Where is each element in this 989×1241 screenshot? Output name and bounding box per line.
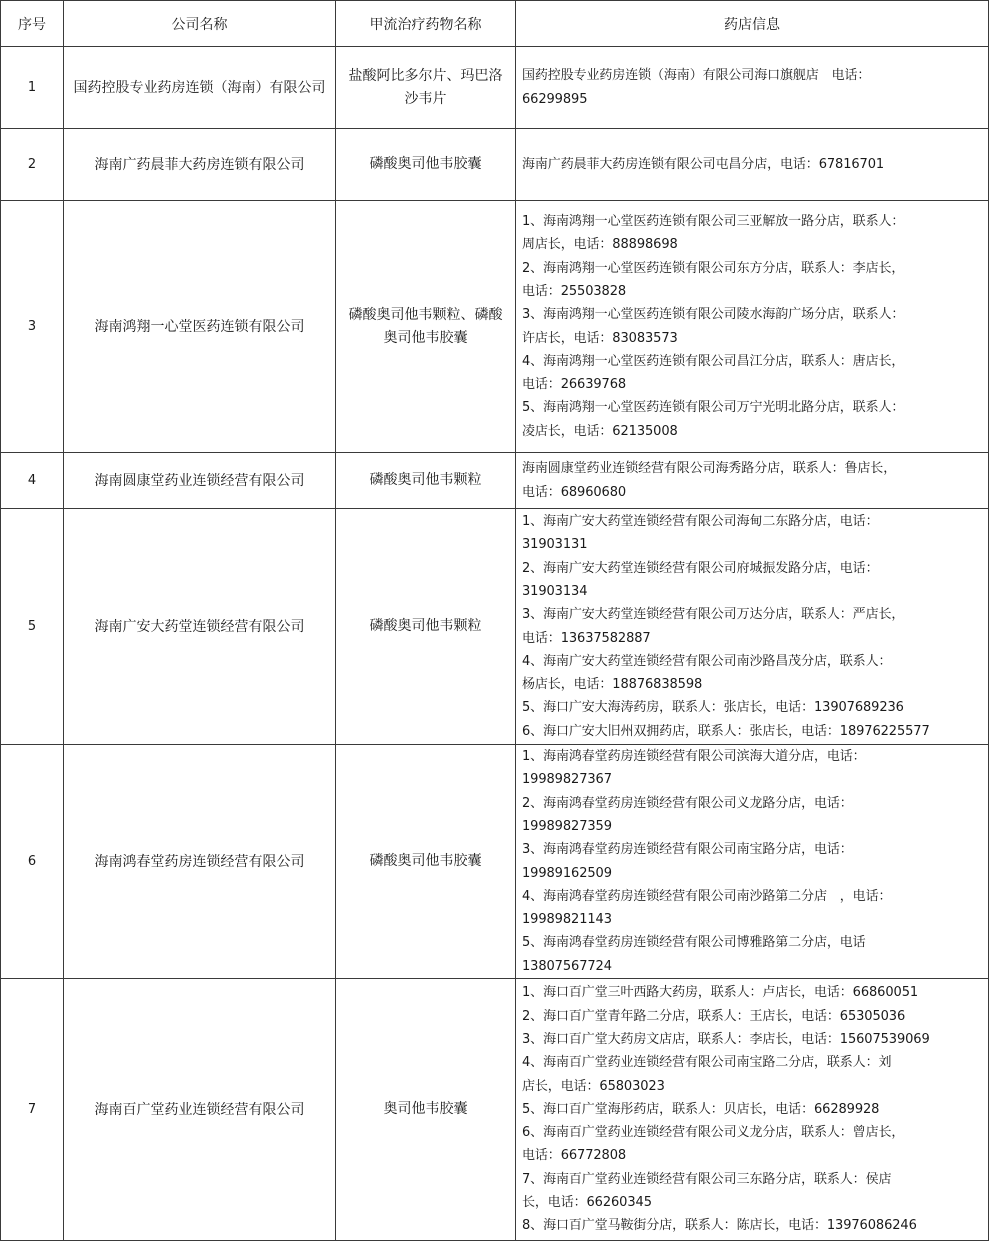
- pharmacy-info-line: 6、海口广安大旧州双拥药店，联系人：张店长，电话：18976225577: [522, 723, 930, 739]
- pharmacy-info-line: 国药控股专业药房连锁（海南）有限公司海口旗舰店 电话：: [522, 68, 871, 84]
- drug-name: 磷酸奥司他韦颗粒、磷酸奥司他韦胶囊: [336, 201, 516, 453]
- header-row: [1, 1, 989, 47]
- table-row: [1, 47, 989, 129]
- pharmacy-info-line: 3、海南广安大药堂连锁经营有限公司万达分店，联系人：严店长，: [522, 607, 905, 623]
- pharmacy-info-line: 19989827367: [522, 772, 612, 788]
- table-row: [1, 979, 989, 1241]
- pharmacy-info-line: 电话：13637582887: [522, 630, 651, 646]
- pharmacy-info-line: 31903134: [522, 583, 588, 599]
- row-number: 1: [1, 47, 64, 129]
- company-name: 海南广安大药堂连锁经营有限公司: [64, 509, 336, 745]
- company-name: 国药控股专业药房连锁（海南）有限公司: [64, 47, 336, 129]
- pharmacy-info-line: 13807567724: [522, 958, 612, 974]
- pharmacy-info-line: 1、海口百广堂三叶西路大药房，联系人：卢店长，电话：66860051: [522, 985, 919, 1001]
- header-info: 药店信息: [516, 1, 989, 47]
- row-number: 5: [1, 509, 64, 745]
- pharmacy-info-line: 海南广药晨菲大药房连锁有限公司屯昌分店，电话：67816701: [522, 156, 885, 172]
- pharmacy-info-line: 电话：68960680: [522, 484, 627, 500]
- pharmacy-info-line: 4、海南百广堂药业连锁经营有限公司南宝路二分店，联系人：刘: [522, 1055, 892, 1071]
- drug-name: 奥司他韦胶囊: [336, 979, 516, 1241]
- company-name: 海南圆康堂药业连锁经营有限公司: [64, 453, 336, 509]
- pharmacy-info-line: 2、海南鸿翔一心堂医药连锁有限公司东方分店，联系人：李店长，: [522, 260, 905, 276]
- pharmacy-info-line: 1、海南广安大药堂连锁经营有限公司海甸二东路分店，电话：: [522, 514, 879, 530]
- drug-name: 磷酸奥司他韦颗粒: [336, 453, 516, 509]
- pharmacy-info: [516, 129, 989, 201]
- pharmacy-info-line: 3、海口百广堂大药房文店店，联系人：李店长，电话：15607539069: [522, 1031, 930, 1047]
- company-name: 海南百广堂药业连锁经营有限公司: [64, 979, 336, 1241]
- table-row: [1, 129, 989, 201]
- pharmacy-info-line: 2、海口百广堂青年路二分店，联系人：王店长，电话：65305036: [522, 1008, 906, 1024]
- pharmacy-info: [516, 979, 989, 1241]
- pharmacy-info: [516, 47, 989, 129]
- pharmacy-info-line: 31903131: [522, 537, 588, 553]
- pharmacy-info-line: 5、海南鸿翔一心堂医药连锁有限公司万宁光明北路分店，联系人：: [522, 400, 905, 416]
- row-number: 6: [1, 745, 64, 979]
- pharmacy-info-line: 2、海南鸿春堂药房连锁经营有限公司义龙路分店，电话：: [522, 795, 853, 811]
- pharmacy-info-line: 19989162509: [522, 865, 612, 881]
- drug-name: 磷酸奥司他韦颗粒: [336, 509, 516, 745]
- row-number: 3: [1, 201, 64, 453]
- pharmacy-info-line: 电话：25503828: [522, 283, 627, 299]
- pharmacy-info-line: 店长，电话：65803023: [522, 1078, 665, 1094]
- pharmacy-info-line: 海南圆康堂药业连锁经营有限公司海秀路分店，联系人：鲁店长，: [522, 461, 897, 477]
- table-row: [1, 745, 989, 979]
- pharmacy-info-line: 许店长，电话：83083573: [522, 330, 678, 346]
- pharmacy-info-line: 4、海南鸿春堂药房连锁经营有限公司南沙路第二分店 ，电话：: [522, 888, 892, 904]
- company-name: 海南鸿翔一心堂医药连锁有限公司: [64, 201, 336, 453]
- pharmacy-info-line: 19989827359: [522, 818, 612, 834]
- pharmacy-info-line: 4、海南鸿翔一心堂医药连锁有限公司昌江分店，联系人：唐店长，: [522, 353, 905, 369]
- pharmacy-info-line: 1、海南鸿春堂药房连锁经营有限公司滨海大道分店，电话：: [522, 749, 866, 765]
- pharmacy-info-line: 66299895: [522, 91, 588, 107]
- table-row: [1, 201, 989, 453]
- pharmacy-info-line: 7、海南百广堂药业连锁经营有限公司三东路分店，联系人：侯店: [522, 1171, 892, 1187]
- table-row: [1, 453, 989, 509]
- pharmacy-info-line: 长，电话：66260345: [522, 1195, 652, 1211]
- pharmacy-info-line: 杨店长，电话：18876838598: [522, 677, 703, 693]
- pharmacy-info-line: 6、海南百广堂药业连锁经营有限公司义龙分店，联系人：曾店长，: [522, 1125, 905, 1141]
- pharmacy-info-line: 电话：26639768: [522, 377, 627, 393]
- header-drug: 甲流治疗药物名称: [336, 1, 516, 47]
- pharmacy-info-line: 凌店长，电话：62135008: [522, 423, 678, 439]
- pharmacy-info: [516, 745, 989, 979]
- company-name: 海南鸿春堂药房连锁经营有限公司: [64, 745, 336, 979]
- drug-name: 盐酸阿比多尔片、玛巴洛沙韦片: [336, 47, 516, 129]
- pharmacy-info-line: 8、海口百广堂马鞍街分店，联系人：陈店长，电话：13976086246: [522, 1218, 917, 1234]
- pharmacy-info-line: 5、海口广安大海涛药房，联系人：张店长，电话：13907689236: [522, 700, 904, 716]
- row-number: 2: [1, 129, 64, 201]
- pharmacy-info-line: 3、海南鸿春堂药房连锁经营有限公司南宝路分店，电话：: [522, 842, 853, 858]
- table-body: [1, 47, 989, 1241]
- header-no: 序号: [1, 1, 64, 47]
- row-number: 4: [1, 453, 64, 509]
- drug-name: 磷酸奥司他韦胶囊: [336, 129, 516, 201]
- pharmacy-info-line: 3、海南鸿翔一心堂医药连锁有限公司陵水海韵广场分店，联系人：: [522, 307, 905, 323]
- pharmacy-info-line: 4、海南广安大药堂连锁经营有限公司南沙路昌茂分店，联系人：: [522, 653, 892, 669]
- pharmacy-info-line: 1、海南鸿翔一心堂医药连锁有限公司三亚解放一路分店，联系人：: [522, 214, 905, 230]
- pharmacy-info-line: 电话：66772808: [522, 1148, 627, 1164]
- row-number: 7: [1, 979, 64, 1241]
- table-row: [1, 509, 989, 745]
- pharmacy-info-line: 19989821143: [522, 912, 612, 928]
- pharmacy-info-line: 2、海南广安大药堂连锁经营有限公司府城振发路分店，电话：: [522, 560, 879, 576]
- company-name: 海南广药晨菲大药房连锁有限公司: [64, 129, 336, 201]
- pharmacy-info-line: 5、海南鸿春堂药房连锁经营有限公司博雅路第二分店，电话: [522, 935, 866, 951]
- pharmacy-info-line: 周店长，电话：88898698: [522, 237, 678, 253]
- drug-name: 磷酸奥司他韦胶囊: [336, 745, 516, 979]
- pharmacy-info-line: 5、海口百广堂海彤药店，联系人：贝店长，电话：66289928: [522, 1101, 880, 1117]
- header-company: 公司名称: [64, 1, 336, 47]
- pharmacy-info: [516, 509, 989, 745]
- pharmacy-info: [516, 201, 989, 453]
- pharmacy-info: [516, 453, 989, 509]
